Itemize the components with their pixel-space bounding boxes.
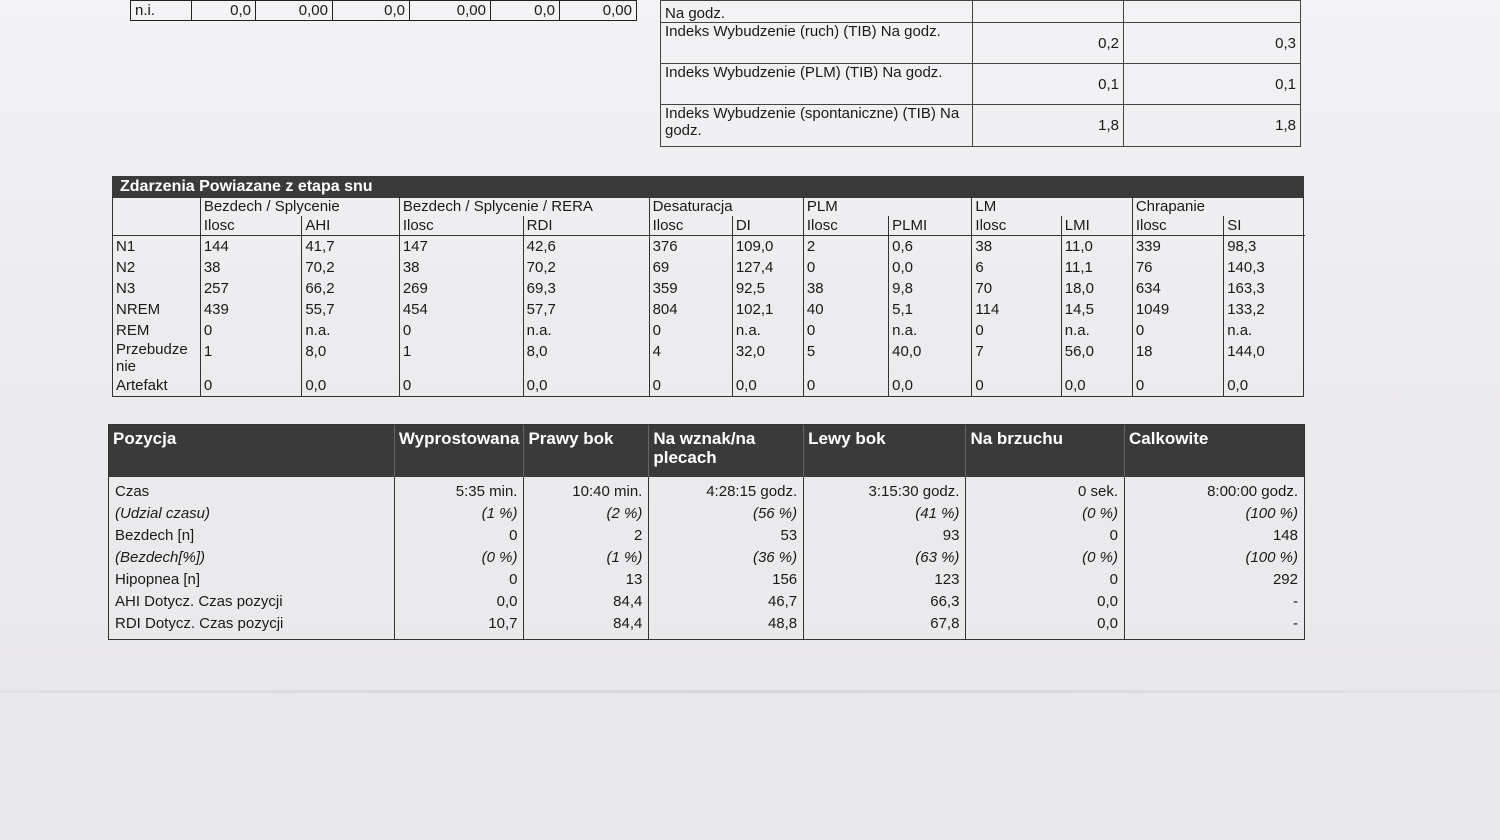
cell: 0,0 <box>496 593 518 610</box>
cell: 0,1 <box>1124 64 1301 105</box>
cell: 48,8 <box>767 615 798 632</box>
row-label: NREM <box>116 301 161 318</box>
row-label: AHI Dotycz. Czas pozycji <box>115 593 283 610</box>
position-column <box>966 477 1125 639</box>
cell: 14,5 <box>1061 299 1132 320</box>
cell: 6 <box>972 257 1061 278</box>
position-column <box>1125 477 1304 639</box>
table-row <box>131 1 637 21</box>
position-column <box>649 477 804 639</box>
table-row <box>661 23 1301 64</box>
column-header: Ilosc <box>1132 216 1223 236</box>
cell: 7 <box>972 341 1061 375</box>
cell: 2 <box>634 527 643 544</box>
cell: 0,0 <box>491 1 560 21</box>
sleep-stage-rows <box>113 236 1305 397</box>
cell: 0,0 <box>889 257 972 278</box>
cell: 0 <box>803 320 888 341</box>
row-label: (Udzial czasu) <box>115 505 211 522</box>
cell: 454 <box>399 299 523 320</box>
row-labels-cell <box>109 477 394 639</box>
column-header: Ilosc <box>399 216 523 236</box>
cell: (1 %) <box>481 505 518 522</box>
cell: 1049 <box>1132 299 1223 320</box>
cell: 0,2 <box>973 23 1124 64</box>
column-header: Lewy bok <box>804 425 966 477</box>
cell: (41 %) <box>915 505 960 522</box>
cell: 0,00 <box>256 1 333 21</box>
arousal-index-table <box>660 0 1301 147</box>
cell: n.a. <box>523 320 649 341</box>
cell: 0 <box>803 257 888 278</box>
cell: 439 <box>200 299 302 320</box>
cell: 1,8 <box>973 105 1124 147</box>
sleep-stage-table <box>113 198 1305 396</box>
cell: 32,0 <box>732 341 803 375</box>
cell: 0 <box>972 375 1061 396</box>
section-title: Zdarzenia Powiazane z etapa snu <box>112 176 1304 198</box>
row-label: Bezdech [n] <box>115 527 195 544</box>
cell: 41,7 <box>302 236 399 258</box>
cell: 144,0 <box>1224 341 1305 375</box>
cell: 147 <box>399 236 523 258</box>
group-header: LM <box>972 198 1132 216</box>
cell: - <box>1293 615 1298 632</box>
cell <box>973 1 1124 23</box>
cell: 123 <box>934 571 960 588</box>
cell: 144 <box>200 236 302 258</box>
cell: 70,2 <box>523 257 649 278</box>
cell: 56,0 <box>1061 341 1132 375</box>
cell: 102,1 <box>732 299 803 320</box>
row-label: Hipopnea [n] <box>115 571 201 588</box>
column-header: SI <box>1224 216 1305 236</box>
column-header: AHI <box>302 216 399 236</box>
cell: 57,7 <box>523 299 649 320</box>
row-label: Indeks Wybudzenie (ruch) (TIB) Na godz. <box>661 23 973 64</box>
cell: 0,0 <box>523 375 649 396</box>
cell: 9,8 <box>889 278 972 299</box>
cell: 133,2 <box>1224 299 1305 320</box>
group-header: Desaturacja <box>649 198 803 216</box>
column-header: Na wznak/na plecach <box>649 425 804 477</box>
column-header: Prawy bok <box>524 425 649 477</box>
column-header: Ilosc <box>200 216 302 236</box>
cell: 13 <box>625 571 643 588</box>
corner-cell <box>113 216 200 236</box>
cell: 66,3 <box>930 593 960 610</box>
cell: 0 <box>399 320 523 341</box>
position-column <box>394 477 524 639</box>
cell: 18 <box>1132 341 1223 375</box>
cell: 38 <box>200 257 302 278</box>
cell: 67,8 <box>930 615 960 632</box>
row-label: Indeks Wybudzenie (PLM) (TIB) Na godz. <box>661 64 973 105</box>
position-column <box>524 477 649 639</box>
cell: (56 %) <box>752 505 798 522</box>
cell: 69,3 <box>523 278 649 299</box>
table-row <box>113 341 1305 375</box>
table-row <box>113 299 1305 320</box>
cell: 339 <box>1132 236 1223 258</box>
row-label: Czas <box>115 483 150 500</box>
cell: 0 <box>399 375 523 396</box>
cell: (0 %) <box>481 549 518 566</box>
cell: 18,0 <box>1061 278 1132 299</box>
position-header-row <box>109 425 1304 477</box>
position-table <box>109 425 1304 639</box>
cell: 0 sek. <box>1077 483 1119 500</box>
cell: (100 %) <box>1245 505 1298 522</box>
table-row <box>113 278 1305 299</box>
position-section <box>108 424 1305 640</box>
cell: 5:35 min. <box>455 483 518 500</box>
row-label: REM <box>116 322 150 339</box>
cell: n.a. <box>1224 320 1305 341</box>
cell: 4 <box>649 341 732 375</box>
cell: 376 <box>649 236 732 258</box>
cell: (63 %) <box>915 549 960 566</box>
cell: n.a. <box>1061 320 1132 341</box>
column-header: Calkowite <box>1125 425 1304 477</box>
cell: 1 <box>200 341 302 375</box>
cell: 8:00:00 godz. <box>1207 483 1298 500</box>
cell: 5 <box>803 341 888 375</box>
cell: 1 <box>399 341 523 375</box>
cell <box>1124 1 1301 23</box>
paper-fold <box>0 690 1500 693</box>
cell: 53 <box>780 527 798 544</box>
position-column <box>804 477 966 639</box>
column-header: Ilosc <box>803 216 888 236</box>
cell: 70 <box>972 278 1061 299</box>
cell: 0 <box>200 375 302 396</box>
cell: 109,0 <box>732 236 803 258</box>
cell: (1 %) <box>606 549 643 566</box>
cell: 66,2 <box>302 278 399 299</box>
cell: 269 <box>399 278 523 299</box>
cell: 0 <box>649 320 732 341</box>
cell: 0,00 <box>560 1 637 21</box>
cell: 0,6 <box>889 236 972 258</box>
cell: 0,0 <box>889 375 972 396</box>
cell: (0 %) <box>1082 549 1119 566</box>
cell: 84,4 <box>613 615 643 632</box>
sleep-stage-events-section <box>112 176 1304 397</box>
cell: 5,1 <box>889 299 972 320</box>
cell: 70,2 <box>302 257 399 278</box>
cell: 163,3 <box>1224 278 1305 299</box>
cell: 0,0 <box>1061 375 1132 396</box>
cell: 98,3 <box>1224 236 1305 258</box>
row-label: Na godz. <box>661 1 973 23</box>
cell: 0,3 <box>1124 23 1301 64</box>
cell: (100 %) <box>1245 549 1298 566</box>
cell: 257 <box>200 278 302 299</box>
cell: 359 <box>649 278 732 299</box>
cell: 0 <box>803 375 888 396</box>
cell: n.a. <box>889 320 972 341</box>
column-header: Wyprostowana <box>394 425 524 477</box>
cell: 634 <box>1132 278 1223 299</box>
cell: 0,0 <box>1097 593 1119 610</box>
column-header: DI <box>732 216 803 236</box>
cell: 0,0 <box>302 375 399 396</box>
cell: 8,0 <box>523 341 649 375</box>
group-header: PLM <box>803 198 972 216</box>
cell: 0 <box>509 527 518 544</box>
cell: 46,7 <box>767 593 798 610</box>
cell: n.a. <box>302 320 399 341</box>
cell: 10,7 <box>488 615 518 632</box>
top-left-table <box>130 0 637 21</box>
cell: 40,0 <box>889 341 972 375</box>
cell: 0,0 <box>192 1 256 21</box>
position-body-row <box>109 477 1304 639</box>
cell: 11,0 <box>1061 236 1132 258</box>
cell: 38 <box>399 257 523 278</box>
cell: 2 <box>803 236 888 258</box>
cell: 156 <box>772 571 798 588</box>
cell: - <box>1293 593 1298 610</box>
cell: 292 <box>1272 571 1298 588</box>
table-row <box>113 320 1305 341</box>
cell: 140,3 <box>1224 257 1305 278</box>
cell: 0,0 <box>732 375 803 396</box>
cell: (36 %) <box>752 549 798 566</box>
group-header: Chrapanie <box>1132 198 1305 216</box>
cell: 0,1 <box>973 64 1124 105</box>
column-header: LMI <box>1061 216 1132 236</box>
column-header-row <box>113 216 1305 236</box>
cell: 38 <box>803 278 888 299</box>
group-header-row <box>113 198 1305 216</box>
cell: 148 <box>1272 527 1298 544</box>
cell: 92,5 <box>732 278 803 299</box>
row-label: n.i. <box>131 1 192 21</box>
cell: 0 <box>1109 527 1119 544</box>
cell: 84,4 <box>613 593 643 610</box>
cell: 0,0 <box>1224 375 1305 396</box>
column-header: Na brzuchu <box>966 425 1125 477</box>
cell: 69 <box>649 257 732 278</box>
position-title: Pozycja <box>109 425 394 477</box>
row-label: N2 <box>116 259 136 276</box>
cell: 3:15:30 godz. <box>868 483 960 500</box>
cell: 804 <box>649 299 732 320</box>
row-label: RDI Dotycz. Czas pozycji <box>115 615 284 632</box>
cell: 0 <box>1109 571 1119 588</box>
cell: 4:28:15 godz. <box>706 483 798 500</box>
cell: n.a. <box>732 320 803 341</box>
cell: 40 <box>803 299 888 320</box>
table-row <box>661 105 1301 147</box>
row-label: N1 <box>116 238 136 255</box>
cell: 0,0 <box>1097 615 1119 632</box>
cell: (2 %) <box>606 505 643 522</box>
cell: 114 <box>972 299 1061 320</box>
column-header: RDI <box>523 216 649 236</box>
group-header: Bezdech / Splycenie / RERA <box>399 198 649 216</box>
cell: 0 <box>200 320 302 341</box>
row-label: N3 <box>116 280 136 297</box>
cell: (0 %) <box>1082 505 1119 522</box>
row-label: Artefakt <box>116 377 168 394</box>
sleep-stage-table-frame <box>112 198 1304 397</box>
corner-cell <box>113 198 200 216</box>
cell: 11,1 <box>1061 257 1132 278</box>
row-label: (Bezdech[%]) <box>115 549 206 566</box>
cell: 93 <box>942 527 960 544</box>
cell: 127,4 <box>732 257 803 278</box>
row-label: Indeks Wybudzenie (spontaniczne) (TIB) Na godz. <box>661 105 973 147</box>
cell: 0 <box>972 320 1061 341</box>
column-header: PLMI <box>889 216 972 236</box>
table-row <box>661 1 1301 23</box>
cell: 38 <box>972 236 1061 258</box>
group-header: Bezdech / Splycenie <box>200 198 399 216</box>
cell: 0 <box>1132 375 1223 396</box>
cell: 8,0 <box>302 341 399 375</box>
cell: 0,0 <box>333 1 410 21</box>
cell: 0,00 <box>410 1 491 21</box>
cell: 10:40 min. <box>572 483 643 500</box>
cell: 55,7 <box>302 299 399 320</box>
table-row <box>113 375 1305 396</box>
cell: 42,6 <box>523 236 649 258</box>
row-label: Przebudze nie <box>116 341 188 375</box>
table-row <box>661 64 1301 105</box>
table-row <box>113 236 1305 258</box>
cell: 0 <box>509 571 518 588</box>
cell: 1,8 <box>1124 105 1301 147</box>
cell: 0 <box>649 375 732 396</box>
column-header: Ilosc <box>972 216 1061 236</box>
cell: 76 <box>1132 257 1223 278</box>
cell: 0 <box>1132 320 1223 341</box>
table-row <box>113 257 1305 278</box>
column-header: Ilosc <box>649 216 732 236</box>
